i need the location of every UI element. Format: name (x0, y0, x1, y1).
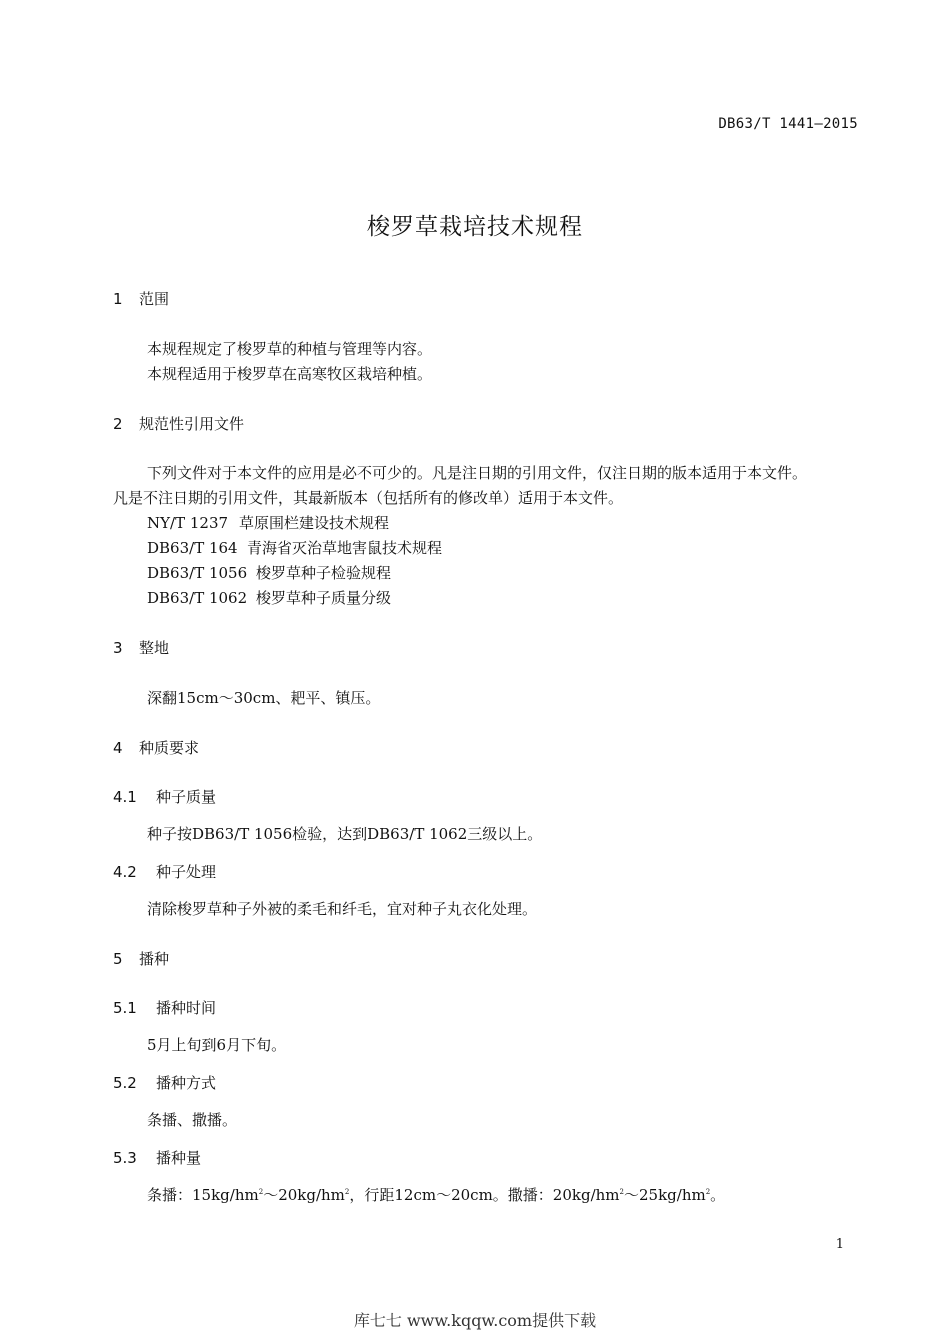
subsection-heading-5-1 (113, 997, 216, 1018)
paragraph: 下列文件对于本文件的应用是必不可少的。凡是注日期的引用文件，仅注日期的版本适用于本文件。 (147, 464, 808, 482)
paragraph-seeding-rate (147, 1184, 725, 1205)
subsection-number: 5.1 (113, 999, 137, 1017)
section-title: 规范性引用文件 (139, 415, 245, 433)
subsection-number: 4.2 (113, 863, 137, 881)
footer-watermark: 库七七 www.kqqw.com提供下载 (353, 1311, 597, 1330)
text-run: 条播：15kg/hm (147, 1186, 259, 1204)
subsection-heading-4-2 (113, 861, 216, 882)
reference-item (147, 587, 391, 608)
page-number: 1 (835, 1237, 844, 1252)
subsection-heading-5-2 (113, 1072, 216, 1093)
section-number: 1 (113, 290, 123, 308)
subsection-title: 播种量 (156, 1149, 202, 1167)
superscript: 2 (619, 1188, 624, 1196)
subsection-heading-5-3 (113, 1147, 201, 1168)
paragraph: 清除梭罗草种子外被的柔毛和纤毛，宜对种子丸衣化处理。 (147, 900, 538, 918)
subsection-number: 5.3 (113, 1149, 137, 1167)
text-run: 。 (710, 1186, 726, 1204)
reference-item (147, 537, 442, 558)
subsection-title: 种子质量 (156, 788, 217, 806)
reference-code: DB63/T 1056 (147, 564, 248, 582)
subsection-title: 播种时间 (156, 999, 217, 1017)
reference-name: 草原围栏建设技术规程 (239, 514, 390, 532)
reference-code: DB63/T 164 (147, 539, 238, 557)
reference-name: 梭罗草种子检验规程 (256, 564, 392, 582)
subsection-number: 5.2 (113, 1074, 137, 1092)
paragraph-continuation: 凡是不注日期的引用文件，其最新版本（包括所有的修改单）适用于本文件。 (113, 489, 624, 507)
section-number: 3 (113, 639, 123, 657)
subsection-title: 播种方式 (156, 1074, 217, 1092)
section-heading-5 (113, 948, 169, 969)
document-title: 梭罗草栽培技术规程 (367, 214, 583, 240)
text-run: ～25kg/hm (623, 1186, 706, 1204)
paragraph: 种子按DB63/T 1056检验，达到DB63/T 1062三级以上。 (147, 825, 543, 843)
text-run: ，行距12cm～20cm。撒播：20kg/hm (349, 1186, 620, 1204)
section-title: 整地 (139, 639, 170, 657)
section-title: 范围 (139, 290, 170, 308)
reference-name: 梭罗草种子质量分级 (256, 589, 392, 607)
superscript: 2 (258, 1188, 264, 1196)
superscript: 2 (344, 1188, 350, 1196)
paragraph: 深翻15cm～30cm、耙平、镇压。 (147, 689, 381, 707)
section-title: 种质要求 (139, 739, 200, 757)
section-heading-1 (113, 288, 169, 309)
subsection-number: 4.1 (113, 788, 137, 806)
section-number: 5 (113, 950, 123, 968)
section-heading-2 (113, 413, 244, 434)
section-heading-4 (113, 737, 199, 758)
subsection-title: 种子处理 (156, 863, 217, 881)
paragraph: 条播、撒播。 (147, 1111, 238, 1129)
reference-item (147, 512, 389, 533)
reference-name: 青海省灭治草地害鼠技术规程 (247, 539, 443, 557)
subsection-heading-4-1 (113, 786, 216, 807)
reference-item (147, 562, 391, 583)
standard-code: DB63/T 1441—2015 (718, 116, 858, 132)
superscript: 2 (705, 1188, 711, 1196)
section-number: 2 (113, 415, 123, 433)
section-heading-3 (113, 637, 169, 658)
text-run: ～20kg/hm (263, 1186, 345, 1204)
paragraph: 本规程规定了梭罗草的种植与管理等内容。 (147, 340, 433, 358)
section-title: 播种 (139, 950, 170, 968)
section-number: 4 (113, 739, 123, 757)
reference-code: DB63/T 1062 (147, 589, 248, 607)
paragraph: 5月上旬到6月下旬。 (147, 1036, 287, 1054)
paragraph: 本规程适用于梭罗草在高寒牧区栽培种植。 (147, 365, 433, 383)
reference-code: NY/T 1237 (147, 514, 229, 532)
